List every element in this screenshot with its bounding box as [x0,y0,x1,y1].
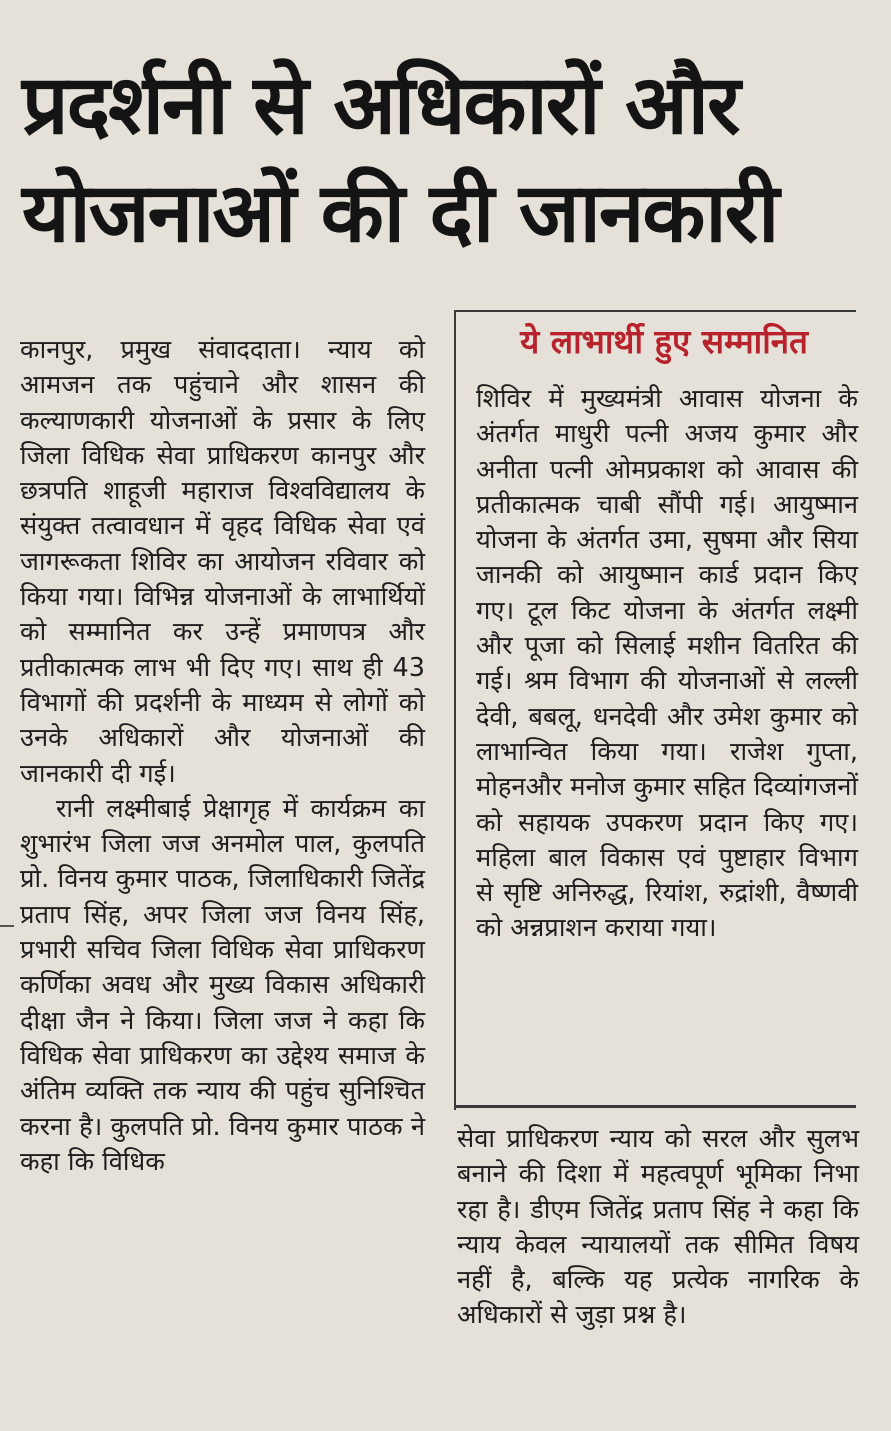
box-text [476,382,858,947]
box-paragraph: शिविर में मुख्यमंत्री आवास योजना के अंतर्गत माधुरी पत्नी अजय कुमार और अनीता पत्नी ओमप्रकाश को आवास की प्रतीकात्मक चाबी सौंपी गई। आयुष्मान योजना के अंतर्गत उमा, सुषमा और सिया जानकी को आयुष्मान कार्ड प्रदान किए गए। टूल किट योजना के अंतर्गत लक्ष्मी और पूजा को सिलाई मशीन वितरित की गई। श्रम विभाग की योजनाओं से लल्ली देवी, बबलू, धनदेवी और उमेश कुमार को लाभान्वित किया गया। राजेश गुप्ता, मोहनऔर मनोज कुमार सहित दिव्यांगजनों को सहायक उपकरण प्रदान किए गए। महिला बाल विकास एवं पुष्टाहार विभाग से सृष्टि अनिरुद्ध, रियांश, रुद्रांशी, वैष्णवी को अन्नप्राशन कराया गया। [476,384,858,944]
box-top-rule [454,310,856,312]
headline-line-1: प्रदर्शनी से अधिकारों और [22,58,739,153]
margin-mark [0,925,14,927]
article-paragraph-2: रानी लक्ष्मीबाई प्रेक्षागृह में कार्यक्रम का शुभारंभ जिला जज अनमोल पाल, कुलपति प्रो. विनय कुमार पाठक, जिलाधिकारी जितेंद्र प्रताप सिंह, अपर जिला जज विनय सिंह, प्रभारी सचिव जिला विधिक सेवा प्राधिकरण कर्णिका अवध और मुख्य विकास अधिकारी दीक्षा जैन ने किया। जिला जज ने कहा कि विधिक सेवा प्राधिकरण का उद्देश्य समाज के अंतिम व्यक्ति तक न्याय की पहुंच सुनिश्चित करना है। कुलपति प्रो. विनय कुमार पाठक ने कहा कि विधिक [20,793,425,1177]
right-column [457,1122,859,1334]
article-continuation: सेवा प्राधिकरण न्याय को सरल और सुलभ बनाने की दिशा में महत्वपूर्ण भूमिका निभा रहा है। डीएम जितेंद्र प्रताप सिंह ने कहा कि न्याय केवल न्यायालयों तक सीमित विषय नहीं है, बल्कि यह प्रत्येक नागरिक के अधिकारों से जुड़ा प्रश्न है। [457,1124,859,1331]
headline-line-2: योजनाओं की दी जानकारी [22,166,778,261]
left-column [20,333,425,1180]
box-bottom-rule [454,1105,856,1108]
article-paragraph-1: कानपुर, प्रमुख संवाददाता। न्याय को आमजन तक पहुंचाने और शासन की कल्याणकारी योजनाओं के प्रसार के लिए जिला विधिक सेवा प्राधिकरण कानपुर और छत्रपति शाहूजी महाराज विश्वविद्यालय के संयुक्त तत्वावधान में वृहद विधिक सेवा एवं जागरूकता शिविर का आयोजन रविवार को किया गया। विभिन्न योजनाओं के लाभार्थियों को सम्मानित कर उन्हें प्रमाणपत्र और प्रतीकात्मक लाभ भी दिए गए। साथ ही 43 विभागों की प्रदर्शनी के माध्यम से लोगों को उनके अधिकारों और योजनाओं की जानकारी दी गई। [20,335,425,789]
headline [22,52,872,268]
box-title: ये लाभार्थी हुए सम्मानित [520,322,808,361]
